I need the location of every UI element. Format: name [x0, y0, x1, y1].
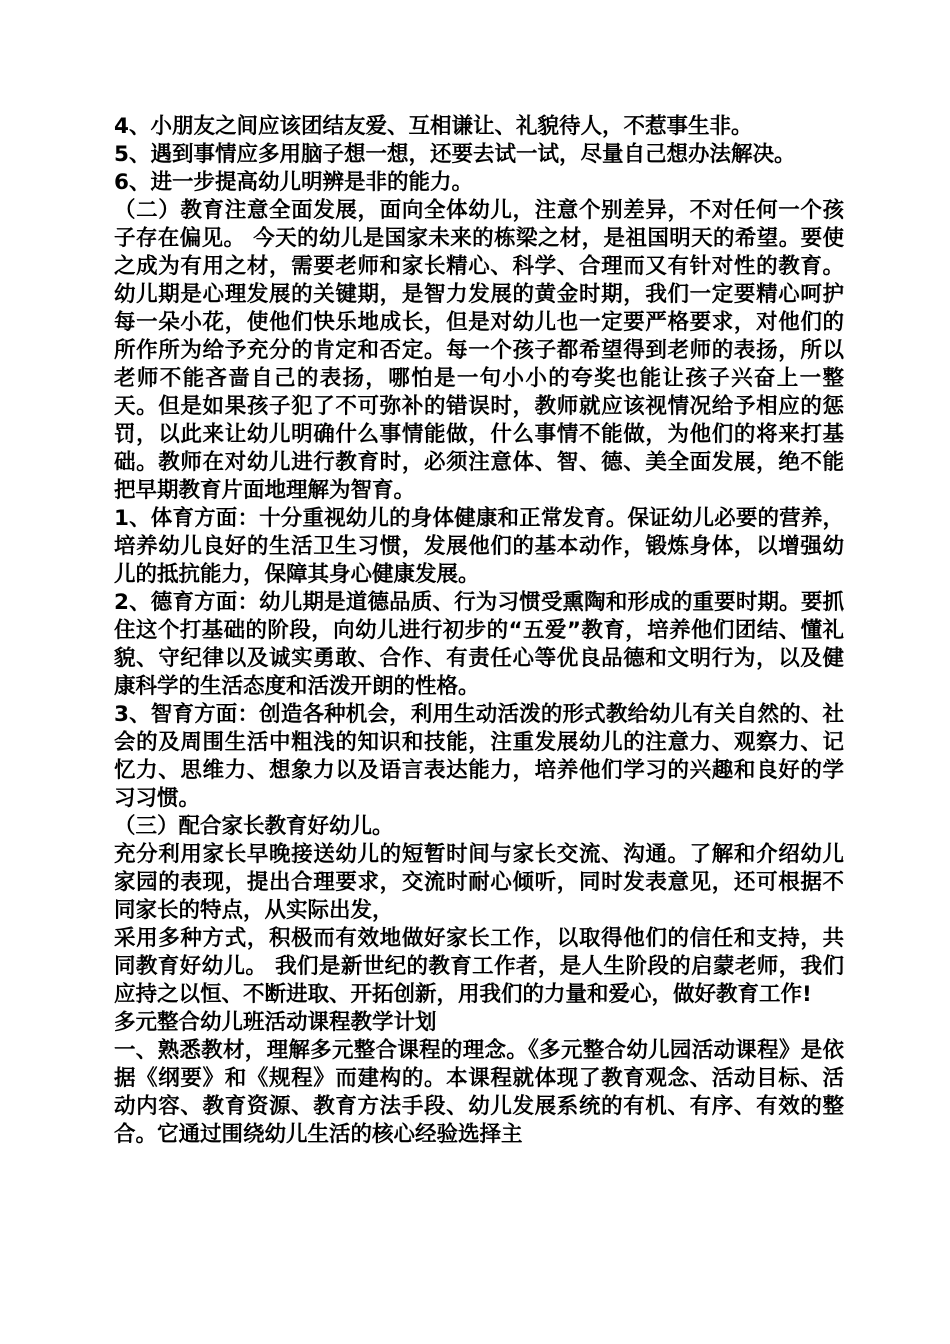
document-page — [114, 113, 844, 1149]
plan-title: 多元整合幼儿班活动课程教学计划 — [114, 1010, 437, 1035]
paragraph-rule-5: 5、遇到事情应多用脑子想一想，还要去试一试，尽量自己想办法解决。 — [114, 142, 796, 167]
paragraph-moral-education: 2、德育方面：幼儿期是道德品质、行为习惯受熏陶和形成的重要时期。要抓住这个打基础的阶段，向幼儿进行初步的“五爱”教育，培养他们团结、懂礼貌、守纪律以及诚实勇敢、合作、有责任心等优良品德和文明行为，以及健康科学的生活态度和活泼开朗的性格。 — [114, 590, 844, 699]
paragraph-rule-4: 4、小朋友之间应该团结友爱、互相谦让、礼貌待人，不惹事生非。 — [114, 114, 753, 139]
paragraph-parent-work: 采用多种方式，积极而有效地做好家长工作，以取得他们的信任和支持，共同教育好幼儿。 我们是新世纪的教育工作者，是人生阶段的启蒙老师，我们应持之以恒、不断进取、开拓创新，用我们的力量和爱心，做好教育工作! — [114, 926, 844, 1007]
paragraph-physical-education: 1、体育方面：十分重视幼儿的身体健康和正常发育。保证幼儿必要的营养，培养幼儿良好的生活卫生习惯，发展他们的基本动作，锻炼身体，以增强幼儿的抵抗能力，保障其身心健康发展。 — [114, 506, 844, 587]
paragraph-intellectual-education: 3、智育方面：创造各种机会，利用生动活泼的形式教给幼儿有关自然的、社会的及周围生活中粗浅的知识和技能，注重发展幼儿的注意力、观察力、记忆力、思维力、想象力以及语言表达能力，培养他们学习的兴趣和良好的学习习惯。 — [114, 702, 844, 811]
paragraph-section-2: （二）教育注意全面发展，面向全体幼儿，注意个别差异，不对任何一个孩子存在偏见。 今天的幼儿是国家未来的栋梁之材，是祖国明天的希望。要使之成为有用之材，需要老师和家长精心、科学、合理而又有针对性的教育。幼儿期是心理发展的关键期，是智力发展的黄金时期，我们一定要精心呵护每一朵小花，使他们快乐地成长，但是对幼儿也一定要严格要求，对他们的所作所为给予充分的肯定和否定。每一个孩子都希望得到老师的表扬，所以老师不能吝啬自己的表扬，哪怕是一句小小的夸奖也能让孩子兴奋上一整天。但是如果孩子犯了不可弥补的错误时，教师就应该视情况给予相应的惩罚，以此来让幼儿明确什么事情能做，什么事情不能做，为他们的将来打基础。教师在对幼儿进行教育时，必须注意体、智、德、美全面发展，绝不能把早期教育片面地理解为智育。 — [114, 198, 844, 503]
paragraph-rule-6: 6、进一步提高幼儿明辨是非的能力。 — [114, 170, 473, 195]
paragraph-parent-communication: 充分利用家长早晚接送幼儿的短暂时间与家长交流、沟通。了解和介绍幼儿家园的表现，提出合理要求，交流时耐心倾听，同时发表意见，还可根据不同家长的特点，从实际出发， — [114, 842, 844, 923]
paragraph-section-3-heading: （三）配合家长教育好幼儿。 — [114, 814, 394, 839]
paragraph-plan-section-1: 一、熟悉教材，理解多元整合课程的理念。《多元整合幼儿园活动课程》是依据《纲要》和《规程》而建构的。本课程就体现了教育观念、活动目标、活动内容、教育资源、教育方法手段、幼儿发展系统的有机、有序、有效的整合。它通过围绕幼儿生活的核心经验选择主 — [114, 1038, 844, 1147]
